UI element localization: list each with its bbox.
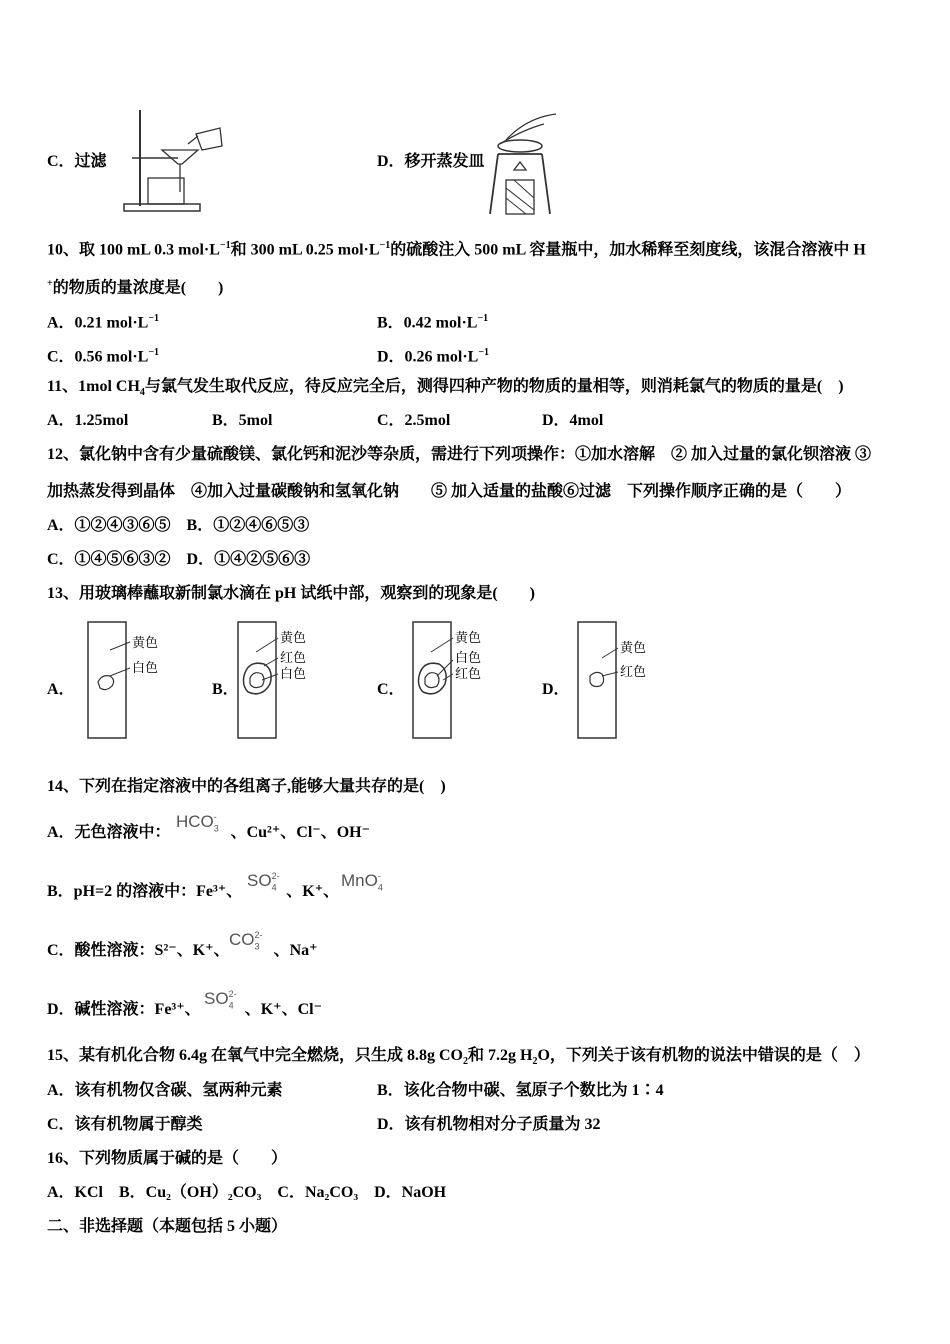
q12-stem-line1: 12、氯化钠中含有少量硫酸镁、氯化钙和泥沙等杂质，需进行下列项操作：①加水溶解 ② 加入过量的氯化钡溶液 ③ <box>47 446 872 463</box>
q10-option-b: B．0.42 $mol\cdot L^{-1}$ <box>377 313 489 332</box>
ph-paper-d-figure <box>574 620 664 742</box>
q15-option-c: C．该有机物属于醇类 <box>47 1116 203 1133</box>
q12-options-ab: A．①②④③⑥⑤ B．①②④⑥⑤③ <box>47 517 310 534</box>
strip-c-label-2: 白色 <box>455 651 482 666</box>
q10-option-a: A．0.21 $mol\cdot L^{-1}$ <box>47 313 160 332</box>
evaporating-dish-figure <box>486 110 564 218</box>
q10-stem-line1: 10、取 100 mL 0.3 $mol\cdot L^{-1}$和 300 mL 0.25 $mol\cdot L^{-1}$的硫酸注入 500 mL 容量瓶中，加水稀释至刻度线，该混合溶液中 H <box>47 240 866 259</box>
ph-paper-c-figure <box>409 620 499 742</box>
q15-stem: 15、某有机化合物 6.4g 在氧气中完全燃烧，只生成 8.8g $CO_2$和 7.2g $H_2O$，下列关于该有机物的说法中错误的是（ ） <box>47 1047 870 1068</box>
filtration-figure <box>118 106 233 216</box>
ion-hco3: $HCO_3^-$ <box>176 812 219 834</box>
strip-d-label-1: 黄色 <box>620 641 647 656</box>
q11-option-a: A．1.25mol <box>47 412 129 429</box>
q11-option-c: C．2.5mol <box>377 412 451 429</box>
strip-c-label-3: 红色 <box>455 667 482 682</box>
ph-paper-a-figure <box>84 620 174 742</box>
ph-paper-b-figure <box>234 620 324 742</box>
q15-option-d: D．该有机物相对分子质量为 32 <box>377 1116 601 1133</box>
strip-a-label-1: 黄色 <box>132 636 159 651</box>
q13-option-b: B． <box>212 681 239 698</box>
q13-option-a: A． <box>47 681 75 698</box>
q13-option-c: C． <box>377 681 405 698</box>
ion-mno4: MnO$_4$- <box>341 871 383 893</box>
q14-option-a: A．无色溶液中： 、Cu²⁺、Cl⁻、OH⁻ <box>47 824 371 841</box>
strip-b-label-3: 白色 <box>280 667 307 682</box>
q9-option-c: C．过滤 <box>47 153 107 170</box>
strip-c-label-1: 黄色 <box>455 631 482 646</box>
q12-stem-line2: 加热蒸发得到晶体 ④加入过量碳酸钠和氢氧化钠 ⑤ 加入适量的盐酸⑥过滤 下列操作顺序正确的是（ ） <box>47 483 852 500</box>
q14-option-d: D．碱性溶液：Fe³⁺、 、K⁺、Cl⁻ <box>47 1001 323 1018</box>
section-2-heading: 二、非选择题（本题包括 5 小题） <box>47 1218 288 1235</box>
q12-options-cd: C．①④⑤⑥③② D．①④②⑤⑥③ <box>47 551 311 568</box>
strip-a-label-2: 白色 <box>132 661 159 676</box>
q14-option-b: B．pH=2 的溶液中：Fe³⁺、 、K⁺、 <box>47 883 340 900</box>
q14-option-c: C．酸性溶液：S²⁻、K⁺、 、Na⁺ <box>47 942 318 959</box>
strip-b-label-2: 红色 <box>280 651 307 666</box>
q11-option-d: D．4mol <box>542 412 604 429</box>
q13-stem: 13、用玻璃棒蘸取新制氯水滴在 pH 试纸中部，观察到的现象是( ) <box>47 585 536 602</box>
q13-option-d: D． <box>542 681 570 698</box>
ion-so4-d: $SO_4^{2-}$ <box>204 989 237 1011</box>
q10-option-d: D．0.26 $mol\cdot L^{-1}$ <box>377 347 490 366</box>
q9-option-d: D．移开蒸发皿 <box>377 153 485 170</box>
q10-option-c: C．0.56 $mol\cdot L^{-1}$ <box>47 347 160 366</box>
q15-option-a: A．该有机物仅含碳、氢两种元素 <box>47 1082 283 1099</box>
q11-option-b: B．5mol <box>212 412 273 429</box>
q11-stem: 11、1mol $CH_4$与氯气发生取代反应，待反应完全后，测得四种产物的物质的量相等，则消耗氯气的物质的量是( ) <box>47 378 844 399</box>
ion-so4-b: $SO_4^{2-}$ <box>247 871 280 893</box>
q10-stem-line2: +的物质的量浓度是( ) <box>47 278 224 297</box>
q16-options: A．KCl B．Cu₂（OH）₂CO₃ C．Na₂CO₃ D．NaOH <box>47 1184 447 1201</box>
ion-co3: $CO_3^{2-}$ <box>229 930 263 952</box>
q14-stem: 14、下列在指定溶液中的各组离子,能够大量共存的是( ) <box>47 778 446 795</box>
q16-stem: 16、下列物质属于碱的是（ ） <box>47 1150 288 1167</box>
q15-option-b: B．该化合物中碳、氢原子个数比为 1∶4 <box>377 1082 664 1099</box>
strip-b-label-1: 黄色 <box>280 631 307 646</box>
strip-d-label-2: 红色 <box>620 665 647 680</box>
